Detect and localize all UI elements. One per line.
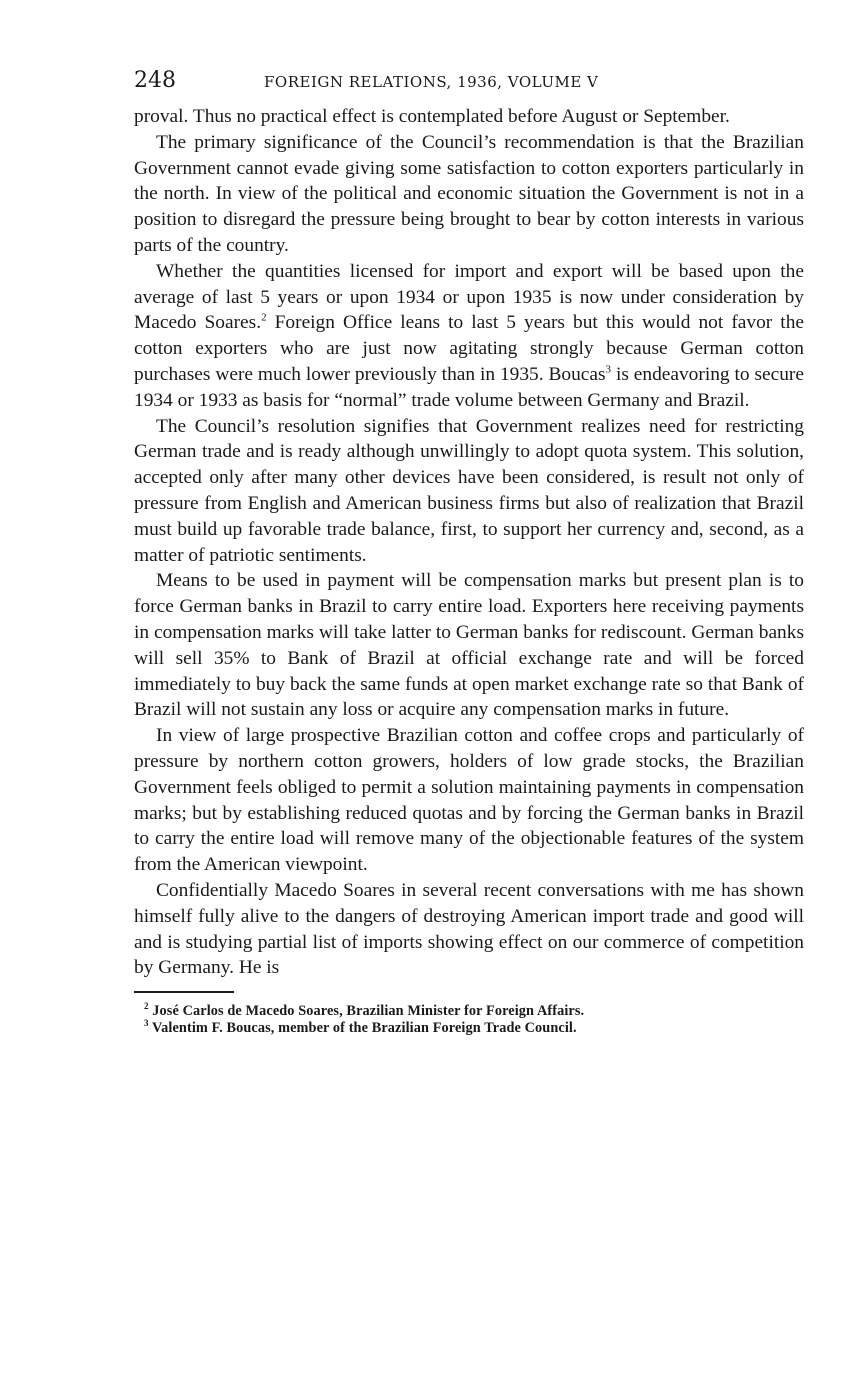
paragraph [134, 259, 804, 414]
running-head [134, 68, 804, 104]
footnote-ref: 3 [605, 363, 612, 376]
paragraph: The primary significance of the Council’s recommendation is that the Brazilian Government cannot evade giving some satisfaction to cotton exporters particularly in the north. In view of the political and economic situation the Government is not in a position to disregard the pressure being brought to bear by cotton interests in various parts of the country. [134, 131, 804, 256]
page-number: 248 [134, 68, 176, 93]
footnote-mark: 3 [144, 1018, 149, 1029]
footnote-text: José Carlos de Macedo Soares, Brazilian Minister for Foreign Affairs. [152, 1003, 585, 1020]
body-text [134, 104, 804, 981]
paragraph-text: Foreign Office leans to last 5 years but this would not favor the cotton exporters who are just now agitating strongly because German cotton purchases were much lower previously than in 1935. Boucas [134, 312, 804, 385]
running-head-title: FOREIGN RELATIONS, 1936, VOLUME V [264, 73, 599, 91]
footnote-ref: 2 [261, 311, 267, 324]
paragraph: In view of large prospective Brazilian cotton and coffee crops and particularly of pressure by northern cotton growers, holders of low grade stocks, the Brazilian Government feels obliged to permit a solution maintaining payments in compensation marks; but by establishing reduced quotas and by forcing the German banks in Brazil to carry the entire load will remove many of the objectionable features of the system from the American viewpoint. [134, 725, 804, 876]
footnote-text: Valentim F. Boucas, member of the Brazilian Foreign Trade Council. [152, 1020, 577, 1037]
paragraph-text: is endeavoring to secure 1934 or 1933 as basis for “normal” trade volume between Germany and Brazil. [134, 363, 804, 411]
footnote [144, 1003, 804, 1020]
paragraph: Confidentially Macedo Soares in several recent conversations with me has shown himself fully alive to the dangers of destroying American import trade and good will and is studying partial list of imports showing effect on our commerce of competition by Germany. He is [134, 879, 804, 979]
footnote [144, 1020, 804, 1037]
footnote-mark: 2 [144, 1001, 149, 1012]
paragraph: Means to be used in payment will be compensation marks but present plan is to force German banks in Brazil to carry entire load. Exporters here receiving payments in compensation marks will take latter to German banks for rediscount. German banks will sell 35% to Bank of Brazil at official exchange rate and will be forced immediately to buy back the same funds at open market exchange rate so that Bank of Brazil will not sustain any loss or acquire any compensation marks in future. [134, 570, 804, 721]
paragraph: The Council’s resolution signifies that Government realizes need for restricting German trade and is ready although unwillingly to adopt quota system. This solution, accepted only after many other devices have been considered, is result not only of pressure from English and American business firms but also of realization that Brazil must build up favorable trade balance, first, to support her currency and, second, as a matter of patriotic sentiments. [134, 415, 804, 566]
footnotes [134, 1003, 804, 1037]
paragraph-text: Whether the quantities licensed for import and export will be based upon the average of last 5 years or upon 1934 or upon 1935 is now under consideration by Macedo Soares. [134, 260, 804, 334]
paragraph: proval. Thus no practical effect is contemplated before August or September. [134, 106, 730, 127]
footnote-divider [134, 991, 234, 993]
document-page [134, 68, 804, 1037]
